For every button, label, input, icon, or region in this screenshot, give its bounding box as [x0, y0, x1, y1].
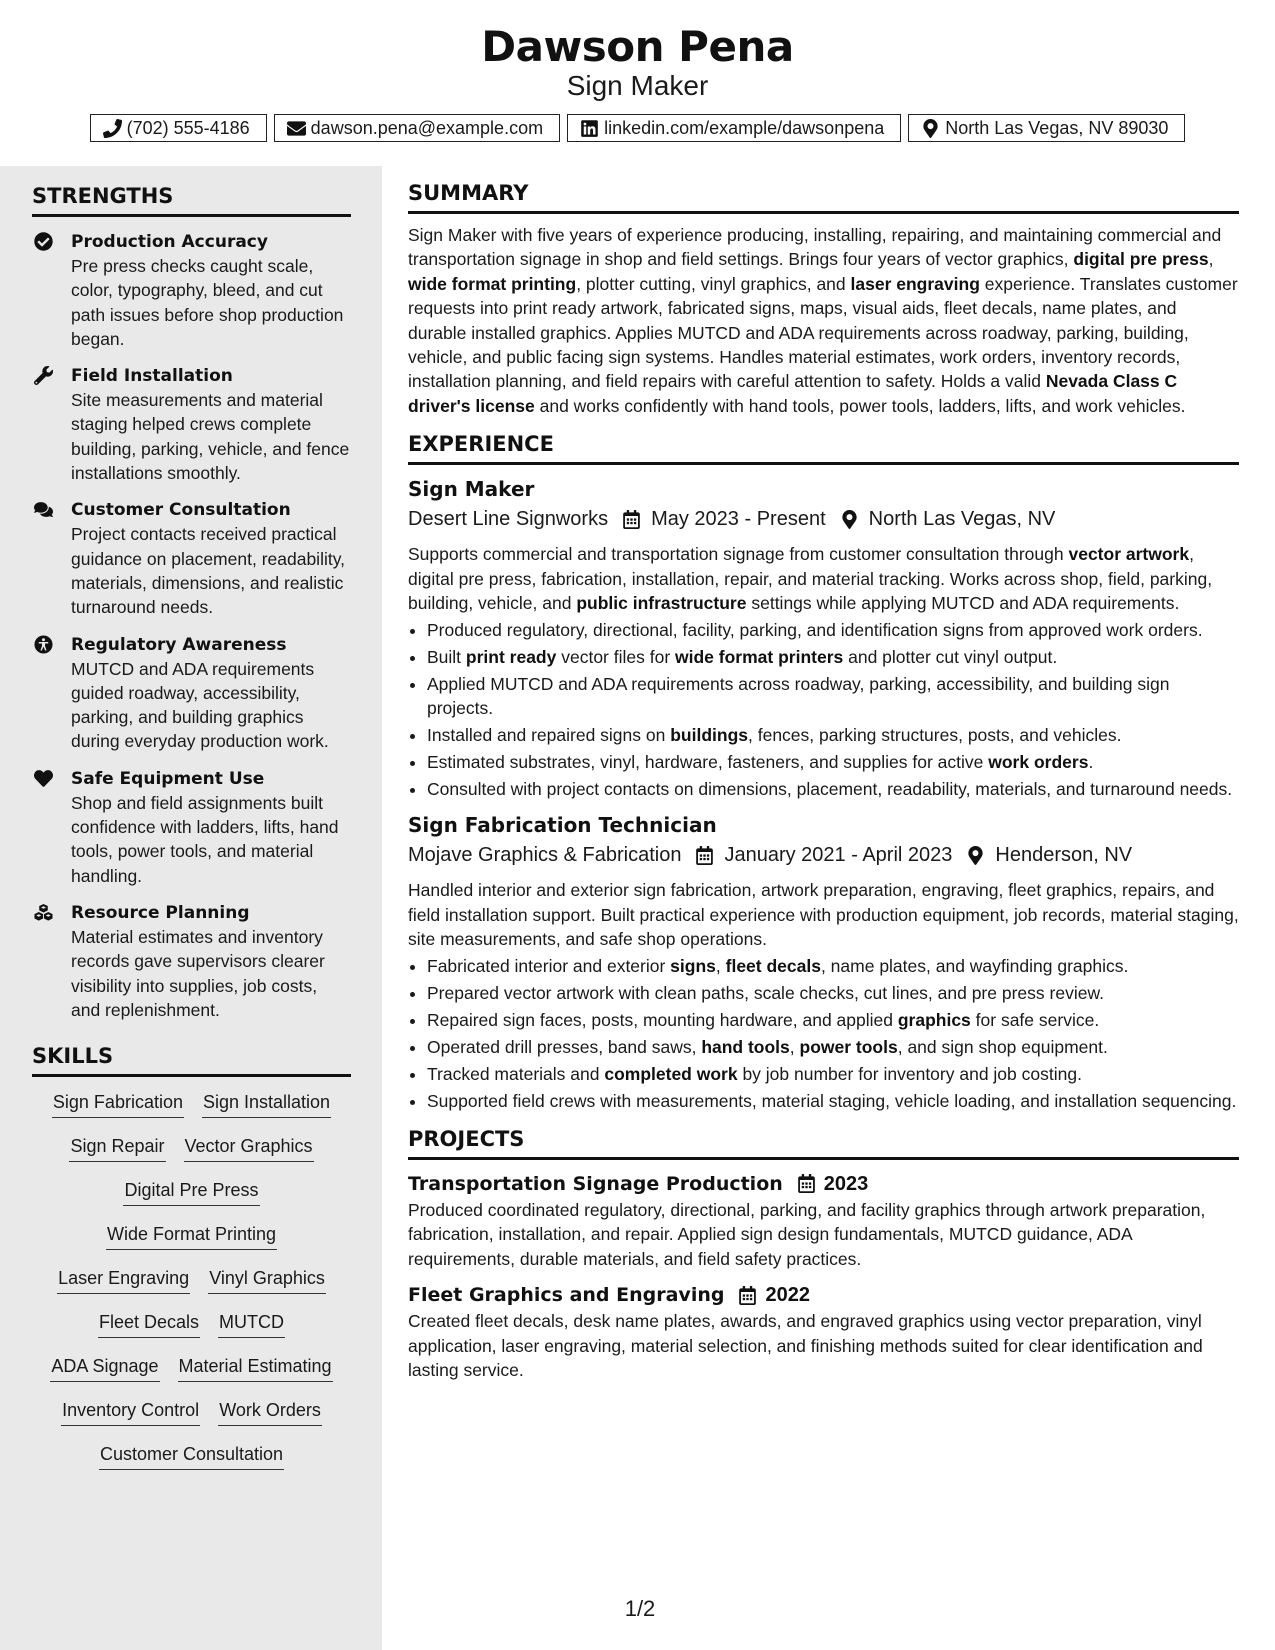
contact-phone-text: (702) 555-4186: [126, 117, 250, 138]
strengths-title: STRENGTHS: [32, 184, 351, 217]
job-title: Sign Maker: [408, 477, 535, 502]
text-run: vector files for: [556, 646, 676, 667]
job-company: Mojave Graphics & Fabrication: [408, 844, 682, 867]
text-run: Prepared vector artwork with clean paths, scale checks, cut lines, and pre press review.: [427, 982, 1104, 1003]
job-bullet: [427, 618, 1239, 642]
map-marker-icon: [921, 119, 940, 138]
skill-tag: Sign Installation: [202, 1091, 331, 1118]
bold-text: wide format printers: [675, 646, 844, 667]
project-year: 2022: [765, 1284, 810, 1307]
strength-title: Resource Planning: [71, 902, 250, 923]
job-bullet: [427, 672, 1239, 721]
project-year: 2023: [823, 1172, 869, 1195]
contact-location-text: North Las Vegas, NV 89030: [945, 117, 1169, 138]
text-run: Tracked materials and: [427, 1063, 605, 1084]
job-bullet: [427, 750, 1239, 774]
text-run: , and sign shop equipment.: [897, 1036, 1108, 1057]
text-run: Estimated substrates, vinyl, hardware, fasteners, and supplies for active: [427, 752, 989, 772]
job-location: Henderson, NV: [995, 844, 1133, 867]
job-entry: [408, 811, 1239, 1113]
calendar-icon: [622, 510, 641, 529]
skills-title: SKILLS: [32, 1044, 351, 1077]
text-run: Handled interior and exterior sign fabrication, artwork preparation, engraving, fleet graphics, repairs, and field installation support. Built practical experience with production equipment, job records, material staging, site measurements, and safe shop operations.: [408, 880, 1239, 950]
bold-text: fleet decals: [725, 956, 821, 977]
bold-text: wide format printing: [408, 273, 577, 294]
strength-item: [32, 901, 351, 1022]
summary-text: [408, 223, 1239, 418]
wrench-icon: [34, 366, 53, 385]
strength-desc: Pre press checks caught scale, color, typography, bleed, and cut path issues before shop production began.: [71, 256, 344, 349]
calendar-icon: [738, 1286, 757, 1305]
contact-location: [908, 114, 1185, 142]
linkedin-icon: [580, 119, 599, 138]
phone-icon: [103, 119, 122, 138]
strength-item: [32, 633, 351, 754]
skill-tag: Vinyl Graphics: [208, 1267, 326, 1294]
bold-text: hand tools: [701, 1036, 790, 1057]
calendar-icon: [695, 846, 714, 865]
text-run: , name plates, and wayfinding graphics.: [820, 956, 1129, 977]
job-dates: January 2021 - April 2023: [724, 844, 953, 867]
contact-linkedin-text: linkedin.com/example/dawsonpena: [604, 117, 885, 138]
boxes-icon: [34, 903, 53, 922]
calendar-icon: [797, 1174, 816, 1193]
job-bullet: [427, 1062, 1239, 1086]
text-run: .: [1088, 752, 1094, 772]
skill-tag: Work Orders: [218, 1399, 322, 1426]
contact-linkedin[interactable]: [567, 114, 901, 142]
skills-list: [32, 1091, 351, 1470]
strength-item: [32, 364, 351, 485]
strength-desc: Project contacts received practical guidance on placement, readability, materials, dimensions, and realistic turnaround needs.: [71, 524, 346, 618]
text-run: , fences, parking structures, posts, and vehicles.: [748, 725, 1122, 746]
bold-text: power tools: [799, 1036, 898, 1057]
strength-desc: Shop and field assignments built confidence with ladders, lifts, hand tools, power tools, and material handling.: [71, 792, 339, 886]
job-title: Sign Fabrication Technician: [408, 813, 717, 838]
projects-title: PROJECTS: [408, 1127, 1239, 1160]
skill-tag: Laser Engraving: [57, 1267, 190, 1294]
candidate-name: Dawson Pena: [481, 22, 794, 71]
skill-tag: Inventory Control: [61, 1399, 200, 1426]
job-description: [408, 542, 1239, 615]
text-run: Produced regulatory, directional, facility, parking, and identification signs from approved work orders.: [427, 619, 1203, 640]
skill-tag: Customer Consultation: [99, 1443, 284, 1470]
job-list: [408, 475, 1239, 1113]
map-marker-icon: [966, 846, 985, 865]
project-heading: [408, 1170, 1239, 1198]
skill-tag: Fleet Decals: [98, 1311, 200, 1338]
projects-section: [408, 1127, 1239, 1382]
text-run: Repaired sign faces, posts, mounting hardware, and applied: [427, 1009, 898, 1030]
bold-text: laser engraving: [850, 273, 980, 294]
contact-email-text: dawson.pena@example.com: [310, 117, 544, 138]
job-bullet: [427, 1089, 1239, 1113]
job-bullets: [408, 954, 1239, 1113]
bold-text: vector artwork: [1068, 544, 1190, 565]
skill-tag: Vector Graphics: [184, 1135, 314, 1162]
text-run: Applied MUTCD and ADA requirements across roadway, parking, accessibility, and building sign projects.: [427, 673, 1170, 719]
project-title: Transportation Signage Production: [408, 1172, 783, 1195]
envelope-icon: [287, 119, 306, 138]
strength-item: [32, 767, 351, 888]
job-description: [408, 878, 1239, 951]
text-run: ,: [715, 956, 726, 977]
strength-desc: Site measurements and material staging helped crews complete building, parking, vehicle, and fence installations smoothly.: [71, 390, 350, 484]
project-entry: [408, 1281, 1239, 1382]
project-heading: [408, 1281, 1239, 1309]
main-content: [408, 181, 1239, 1382]
strength-title: Customer Consultation: [71, 500, 291, 521]
heart-icon: [34, 769, 53, 788]
strength-item: [32, 230, 351, 351]
text-run: , plotter cutting, vinyl graphics, and: [576, 273, 851, 294]
text-run: Fabricated interior and exterior: [427, 956, 671, 977]
comments-icon: [34, 500, 53, 519]
text-run: , digital pre press, fabrication, installation, repair, and material tracking. Works across shop, field, parking, building, vehicle, and: [408, 544, 1213, 614]
bold-text: buildings: [670, 725, 748, 746]
contact-bar: [0, 114, 1275, 142]
accessibility-icon: [34, 635, 53, 654]
bold-text: print ready: [465, 646, 557, 667]
text-run: Supported field crews with measurements, material staging, vehicle loading, and installation sequencing.: [427, 1090, 1237, 1111]
candidate-role: Sign Maker: [566, 70, 709, 101]
skill-tag: Wide Format Printing: [106, 1223, 277, 1250]
skill-tag: Material Estimating: [178, 1355, 333, 1382]
job-location: North Las Vegas, NV: [868, 508, 1056, 531]
job-company: Desert Line Signworks: [408, 508, 609, 531]
contact-email[interactable]: [274, 114, 560, 142]
bold-text: completed work: [604, 1063, 738, 1084]
summary-title: SUMMARY: [408, 181, 1239, 214]
experience-section: [408, 432, 1239, 1113]
text-run: ,: [1208, 249, 1214, 270]
job-meta: [408, 505, 1239, 533]
text-run: Consulted with project contacts on dimensions, placement, readability, materials, and turnaround needs.: [427, 778, 1233, 799]
text-run: and plotter cut vinyl output.: [843, 646, 1058, 667]
job-bullet: [427, 1008, 1239, 1032]
strength-item: [32, 498, 351, 619]
strength-desc: MUTCD and ADA requirements guided roadway, accessibility, parking, and building graphics during everyday production work.: [71, 658, 329, 752]
bold-text: work orders: [988, 752, 1089, 772]
skill-tag: MUTCD: [218, 1311, 285, 1338]
text-run: settings while applying MUTCD and ADA requirements.: [746, 593, 1180, 614]
job-bullet: [427, 777, 1239, 801]
skill-tag: Sign Repair: [69, 1135, 165, 1162]
text-run: Built: [427, 646, 466, 667]
text-run: experience. Translates customer requests into print ready artwork, fabricated signs, maps, visual aids, fleet decals, name plates, and durable installed graphics. Applies MUTCD and ADA requirements across roadway, parking, building, vehicle, and public facing sign systems. Handles material estimates, work orders, inventory records, installation planning, and field repairs with careful attention to safety. Holds a valid: [408, 273, 1238, 392]
job-bullet: [427, 645, 1239, 669]
job-bullet: [427, 1035, 1239, 1059]
text-run: Installed and repaired signs on: [427, 725, 671, 746]
project-description: Created fleet decals, desk name plates, awards, and engraved graphics using vector preparation, vinyl application, laser engraving, material selection, and finishing methods suited for clear identification and lasting service.: [408, 1311, 1203, 1380]
experience-title: EXPERIENCE: [408, 432, 1239, 465]
text-run: Sign Maker with five years of experience producing, installing, repairing, and maintaining commercial and transportation signage in shop and field settings. Brings four years of vector graphics,: [408, 225, 1222, 270]
project-list: [408, 1170, 1239, 1382]
bold-text: graphics: [897, 1009, 971, 1030]
text-run: ,: [789, 1036, 800, 1057]
text-run: for safe service.: [970, 1009, 1100, 1030]
strength-title: Field Installation: [71, 366, 233, 387]
strength-desc: Material estimates and inventory records gave supervisors clearer visibility into supplies, job costs, and replenishment.: [71, 926, 325, 1020]
strength-title: Safe Equipment Use: [71, 768, 265, 789]
job-entry: [408, 475, 1239, 801]
strength-title: Regulatory Awareness: [71, 634, 287, 655]
job-bullet: [427, 981, 1239, 1005]
skill-tag: Digital Pre Press: [123, 1179, 259, 1206]
check-circle-icon: [34, 232, 53, 251]
text-run: Operated drill presses, band saws,: [427, 1036, 702, 1057]
bold-text: public infrastructure: [576, 593, 747, 614]
contact-phone: [90, 114, 267, 142]
bold-text: signs: [670, 956, 716, 977]
job-bullets: [408, 618, 1239, 801]
text-run: and works confidently with hand tools, power tools, ladders, lifts, and work vehicles.: [534, 395, 1186, 416]
job-bullet: [427, 723, 1239, 747]
summary-section: [408, 181, 1239, 418]
project-entry: [408, 1170, 1239, 1271]
skill-tag: ADA Signage: [50, 1355, 159, 1382]
bold-text: Nevada Class C driver's license: [408, 371, 1178, 416]
page-number: 1/2: [624, 1596, 656, 1621]
text-run: Supports commercial and transportation signage from customer consultation through: [408, 544, 1069, 565]
skill-tag: Sign Fabrication: [52, 1091, 184, 1118]
text-run: by job number for inventory and job costing.: [737, 1063, 1082, 1084]
bold-text: digital pre press: [1073, 249, 1209, 270]
map-marker-icon: [840, 510, 859, 529]
job-meta: [408, 841, 1239, 869]
sidebar: [0, 166, 382, 1650]
job-dates: May 2023 - Present: [651, 508, 826, 531]
strength-title: Production Accuracy: [71, 232, 268, 252]
project-title: Fleet Graphics and Engraving: [408, 1284, 725, 1307]
job-bullet: [427, 954, 1239, 978]
project-description: Produced coordinated regulatory, directional, parking, and facility graphics through artwork preparation, fabrication, installation, and repair. Applied sign design fundamentals, MUTCD guidance, ADA requirements, durable materials, and field safety practices.: [408, 1199, 1206, 1269]
